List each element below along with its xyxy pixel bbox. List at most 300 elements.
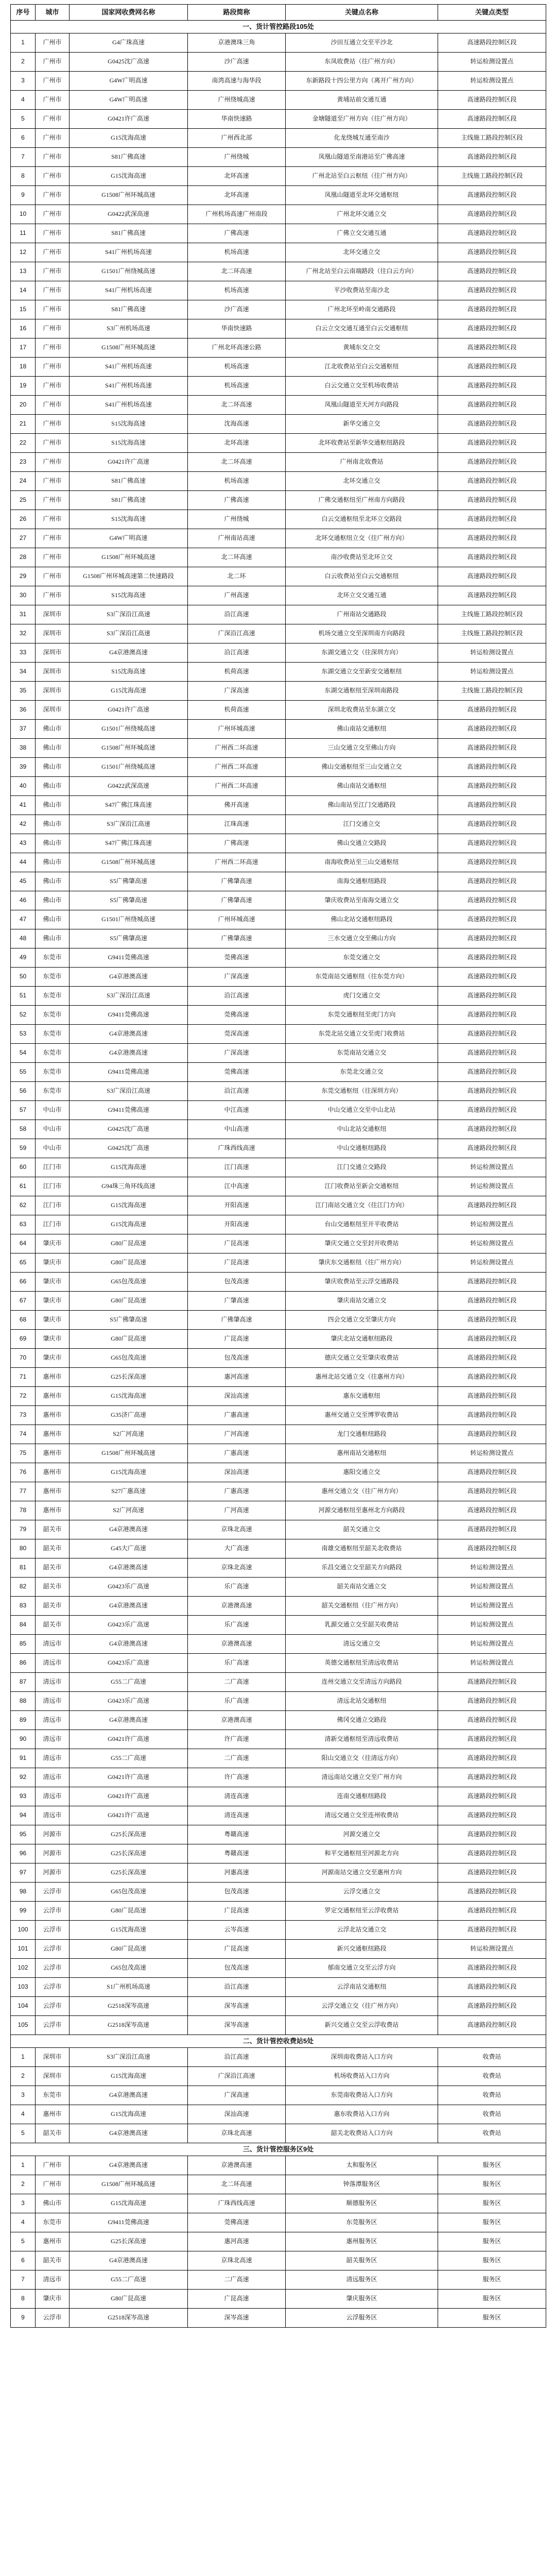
cell-key-point: 江门收费站至新会交通枢纽 — [286, 1177, 438, 1196]
table-row — [11, 1520, 546, 1539]
cell-city: 广州市 — [36, 491, 70, 510]
cell-index: 82 — [11, 1578, 36, 1597]
cell-point-type: 高速路段控制区段 — [438, 358, 546, 377]
cell-point-type: 高速路段控制区段 — [438, 1387, 546, 1406]
cell-city: 惠州市 — [36, 1463, 70, 1482]
cell-key-point: 广佛交通枢纽至广州南方向路段 — [286, 491, 438, 510]
cell-city: 广州市 — [36, 472, 70, 491]
cell-index: 66 — [11, 1273, 36, 1292]
table-row — [11, 1940, 546, 1959]
cell-road-section: 华南快速路 — [188, 110, 286, 129]
table-row — [11, 1997, 546, 2016]
cell-expressway: G1501广州绕城高速 — [70, 758, 188, 777]
cell-expressway: G80广昆高速 — [70, 1330, 188, 1349]
cell-index: 58 — [11, 1120, 36, 1139]
cell-point-type: 转运检测设置点 — [438, 1253, 546, 1273]
cell-index: 4 — [11, 91, 36, 110]
table-row — [11, 1406, 546, 1425]
cell-key-point: 江门交通立交 — [286, 815, 438, 834]
cell-index: 3 — [11, 2194, 36, 2213]
cell-city: 清远市 — [36, 1711, 70, 1730]
cell-expressway: S81广佛高速 — [70, 148, 188, 167]
table-row — [11, 2213, 546, 2232]
cell-point-type: 高速路段控制区段 — [438, 1539, 546, 1558]
cell-point-type: 高速路段控制区段 — [438, 929, 546, 948]
cell-expressway: S15沈海高速 — [70, 415, 188, 434]
cell-road-section: 京港澳高速 — [188, 1635, 286, 1654]
cell-index: 55 — [11, 1063, 36, 1082]
table-row — [11, 1177, 546, 1196]
cell-index: 88 — [11, 1692, 36, 1711]
cell-key-point: 机场交通立交至深圳南方向路段 — [286, 624, 438, 643]
cell-key-point: 东湖交通立交至新安交通枢纽 — [286, 663, 438, 682]
cell-city: 江门市 — [36, 1158, 70, 1177]
cell-index: 3 — [11, 2086, 36, 2105]
cell-index: 47 — [11, 910, 36, 929]
cell-expressway: G35济广高速 — [70, 1406, 188, 1425]
cell-index: 67 — [11, 1292, 36, 1311]
cell-expressway: G4京港澳高速 — [70, 1711, 188, 1730]
table-row — [11, 1863, 546, 1883]
cell-road-section: 北二环高速 — [188, 548, 286, 567]
cell-index: 2 — [11, 2067, 36, 2086]
column-header-point-type: 关键点类型 — [438, 5, 546, 21]
cell-expressway: G9411莞佛高速 — [70, 1063, 188, 1082]
cell-point-type: 高速路段控制区段 — [438, 968, 546, 987]
cell-expressway: G4京港澳高速 — [70, 1558, 188, 1578]
cell-road-section: 沙广高速 — [188, 300, 286, 319]
cell-index: 34 — [11, 663, 36, 682]
cell-road-section: 广昆高速 — [188, 2290, 286, 2309]
cell-road-section: 北二环高速 — [188, 2175, 286, 2194]
cell-city: 深圳市 — [36, 643, 70, 663]
cell-city: 广州市 — [36, 110, 70, 129]
cell-road-section: 广深高速 — [188, 968, 286, 987]
section-title: 三、货计管控服务区9处 — [11, 2143, 546, 2156]
table-row — [11, 872, 546, 891]
cell-point-type: 高速路段控制区段 — [438, 91, 546, 110]
cell-index: 2 — [11, 2175, 36, 2194]
cell-point-type: 主线施工路段控制区段 — [438, 605, 546, 624]
cell-key-point: 东莞南站交通枢纽（往东莞方向） — [286, 968, 438, 987]
cell-city: 深圳市 — [36, 605, 70, 624]
cell-key-point: 太和服务区 — [286, 2156, 438, 2175]
cell-key-point: 黄埔东交立交 — [286, 338, 438, 358]
table-row — [11, 1768, 546, 1787]
cell-expressway: S2广河高速 — [70, 1425, 188, 1444]
table-row — [11, 1921, 546, 1940]
cell-road-section: 广州西二环高速 — [188, 853, 286, 872]
cell-point-type: 高速路段控制区段 — [438, 1921, 546, 1940]
cell-city: 肇庆市 — [36, 1349, 70, 1368]
cell-road-section: 广昆高速 — [188, 1253, 286, 1273]
cell-road-section: 北二环高速 — [188, 396, 286, 415]
cell-key-point: 中山交通枢纽路段 — [286, 1139, 438, 1158]
column-header-road-section: 路段简称 — [188, 5, 286, 21]
cell-point-type: 转运检测设置点 — [438, 1215, 546, 1234]
cell-point-type: 高速路段控制区段 — [438, 319, 546, 338]
cell-point-type: 高速路段控制区段 — [438, 1292, 546, 1311]
cell-point-type: 高速路段控制区段 — [438, 815, 546, 834]
cell-key-point: 云浮南站交通枢纽 — [286, 1978, 438, 1997]
cell-index: 102 — [11, 1959, 36, 1978]
cell-index: 16 — [11, 319, 36, 338]
cell-road-section: 乐广高速 — [188, 1578, 286, 1597]
cell-index: 91 — [11, 1749, 36, 1768]
cell-key-point: 云浮北站交通立交 — [286, 1921, 438, 1940]
cell-road-section: 京港澳珠三角 — [188, 33, 286, 53]
cell-index: 13 — [11, 262, 36, 281]
cell-city: 韶关市 — [36, 1558, 70, 1578]
cell-point-type: 高速路段控制区段 — [438, 1749, 546, 1768]
cell-index: 72 — [11, 1387, 36, 1406]
cell-road-section: 北环高速 — [188, 434, 286, 453]
cell-expressway: G0422武深高速 — [70, 777, 188, 796]
table-row — [11, 682, 546, 701]
cell-road-section: 清连高速 — [188, 1806, 286, 1825]
cell-expressway: G9411莞佛高速 — [70, 948, 188, 968]
cell-index: 6 — [11, 129, 36, 148]
table-row — [11, 167, 546, 186]
cell-key-point: 河源南站交通立交至惠州方向 — [286, 1863, 438, 1883]
cell-city: 广州市 — [36, 243, 70, 262]
cell-city: 广州市 — [36, 319, 70, 338]
cell-point-type: 高速路段控制区段 — [438, 1959, 546, 1978]
cell-city: 广州市 — [36, 396, 70, 415]
cell-index: 39 — [11, 758, 36, 777]
cell-road-section: 二广高速 — [188, 2270, 286, 2290]
cell-road-section: 许广高速 — [188, 1730, 286, 1749]
cell-key-point: 平沙收费站至南沙北 — [286, 281, 438, 300]
cell-key-point: 广州南北收费站 — [286, 453, 438, 472]
cell-point-type: 高速路段控制区段 — [438, 1273, 546, 1292]
cell-city: 东莞市 — [36, 1044, 70, 1063]
cell-index: 81 — [11, 1558, 36, 1578]
cell-expressway: S2广河高速 — [70, 1501, 188, 1520]
cell-index: 69 — [11, 1330, 36, 1349]
cell-road-section: 广州西二环高速 — [188, 758, 286, 777]
table-row — [11, 796, 546, 815]
section-title: 二、货计管控收费站5处 — [11, 2035, 546, 2048]
cell-city: 广州市 — [36, 358, 70, 377]
table-row — [11, 1215, 546, 1234]
cell-point-type: 高速路段控制区段 — [438, 529, 546, 548]
table-row — [11, 1234, 546, 1253]
cell-expressway: G55二广高速 — [70, 1673, 188, 1692]
cell-index: 49 — [11, 948, 36, 968]
cell-point-type: 高速路段控制区段 — [438, 701, 546, 720]
cell-expressway: G4京港澳高速 — [70, 968, 188, 987]
cell-key-point: 佛山南站交通枢纽 — [286, 720, 438, 739]
cell-road-section: 机场高速 — [188, 358, 286, 377]
table-row — [11, 1253, 546, 1273]
cell-point-type: 高速路段控制区段 — [438, 1120, 546, 1139]
cell-city: 佛山市 — [36, 910, 70, 929]
cell-city: 广州市 — [36, 129, 70, 148]
cell-expressway: S81广佛高速 — [70, 472, 188, 491]
cell-expressway: G0423乐广高速 — [70, 1692, 188, 1711]
table-row — [11, 1368, 546, 1387]
cell-city: 云浮市 — [36, 1902, 70, 1921]
cell-expressway: G4京港澳高速 — [70, 1520, 188, 1539]
cell-point-type: 高速路段控制区段 — [438, 739, 546, 758]
cell-key-point: 北环交通立交 — [286, 472, 438, 491]
cell-road-section: 沿江高速 — [188, 987, 286, 1006]
cell-key-point: 肇庆交通立交至封开收费站 — [286, 1234, 438, 1253]
cell-point-type: 高速路段控制区段 — [438, 338, 546, 358]
cell-expressway: S41广州机场高速 — [70, 396, 188, 415]
cell-index: 101 — [11, 1940, 36, 1959]
cell-key-point: 深圳南收费站入口方向 — [286, 2048, 438, 2067]
cell-road-section: 包茂高速 — [188, 1883, 286, 1902]
cell-city: 云浮市 — [36, 1978, 70, 1997]
cell-index: 31 — [11, 605, 36, 624]
table-row — [11, 777, 546, 796]
cell-road-section: 深岑高速 — [188, 1997, 286, 2016]
cell-expressway: G4京港澳高速 — [70, 1635, 188, 1654]
cell-key-point: 北环交通立交 — [286, 243, 438, 262]
cell-index: 29 — [11, 567, 36, 586]
cell-expressway: G15沈海高速 — [70, 1215, 188, 1234]
cell-expressway: G0425沈广高速 — [70, 1139, 188, 1158]
cell-road-section: 沙广高速 — [188, 53, 286, 72]
cell-key-point: 韶关南站交通立交 — [286, 1578, 438, 1597]
cell-expressway: S15沈海高速 — [70, 586, 188, 605]
cell-point-type: 高速路段控制区段 — [438, 891, 546, 910]
cell-point-type: 高速路段控制区段 — [438, 1978, 546, 1997]
cell-expressway: G80广昆高速 — [70, 1253, 188, 1273]
cell-key-point: 东莞服务区 — [286, 2213, 438, 2232]
cell-road-section: 广珠西线高速 — [188, 1139, 286, 1158]
cell-key-point: 肇庆北站交通枢纽路段 — [286, 1330, 438, 1349]
cell-road-section: 包茂高速 — [188, 1349, 286, 1368]
cell-city: 广州市 — [36, 548, 70, 567]
cell-city: 东莞市 — [36, 948, 70, 968]
cell-key-point: 乐昌交通立交至韶关方向路段 — [286, 1558, 438, 1578]
cell-city: 广州市 — [36, 2175, 70, 2194]
cell-road-section: 广惠高速 — [188, 1444, 286, 1463]
cell-key-point: 佛山交通枢纽至三山交通立交 — [286, 758, 438, 777]
cell-key-point: 清远交通立交至连州收费站 — [286, 1806, 438, 1825]
table-row — [11, 1635, 546, 1654]
cell-expressway: G0423乐广高速 — [70, 1616, 188, 1635]
table-row — [11, 1825, 546, 1844]
cell-point-type: 高速路段控制区段 — [438, 377, 546, 396]
cell-index: 37 — [11, 720, 36, 739]
cell-key-point: 东新路段十四公里方向（离开广州方向） — [286, 72, 438, 91]
cell-key-point: 韶关交通立交 — [286, 1520, 438, 1539]
cell-road-section: 广深高速 — [188, 682, 286, 701]
cell-key-point: 肇庆南站交通立交 — [286, 1292, 438, 1311]
cell-index: 87 — [11, 1673, 36, 1692]
table-row — [11, 1539, 546, 1558]
cell-road-section: 广昆高速 — [188, 1330, 286, 1349]
cell-city: 广州市 — [36, 224, 70, 243]
cell-index: 79 — [11, 1520, 36, 1539]
cell-point-type: 收费站 — [438, 2124, 546, 2143]
cell-road-section: 广佛肇高速 — [188, 929, 286, 948]
section-title: 一、货计管控路段105处 — [11, 21, 546, 33]
cell-index: 2 — [11, 53, 36, 72]
cell-index: 3 — [11, 72, 36, 91]
cell-index: 74 — [11, 1425, 36, 1444]
table-row — [11, 53, 546, 72]
cell-key-point: 云浮交通立交（往广州方向） — [286, 1997, 438, 2016]
cell-point-type: 转运检测设置点 — [438, 1177, 546, 1196]
cell-road-section: 沈海高速 — [188, 415, 286, 434]
cell-expressway: G45大广高速 — [70, 1539, 188, 1558]
cell-city: 广州市 — [36, 91, 70, 110]
cell-index: 36 — [11, 701, 36, 720]
cell-road-section: 广肇高速 — [188, 1292, 286, 1311]
cell-road-section: 莞深高速 — [188, 1025, 286, 1044]
cell-key-point: 白云收费站至白云交通枢纽 — [286, 567, 438, 586]
cell-point-type: 高速路段控制区段 — [438, 1101, 546, 1120]
column-header-city: 城市 — [36, 5, 70, 21]
cell-expressway: S3广深沿江高速 — [70, 1082, 188, 1101]
cell-city: 云浮市 — [36, 1997, 70, 2016]
cell-key-point: 广州北环至岭南交通路段 — [286, 300, 438, 319]
cell-index: 24 — [11, 472, 36, 491]
cell-key-point: 佛山南站至江门交通路段 — [286, 796, 438, 815]
column-header-index: 序号 — [11, 5, 36, 21]
cell-point-type: 高速路段控制区段 — [438, 472, 546, 491]
cell-city: 惠州市 — [36, 1482, 70, 1501]
cell-index: 97 — [11, 1863, 36, 1883]
cell-city: 韶关市 — [36, 2124, 70, 2143]
cell-expressway: G0423乐广高速 — [70, 1578, 188, 1597]
table-row — [11, 1978, 546, 1997]
cell-index: 5 — [11, 2124, 36, 2143]
cell-index: 61 — [11, 1177, 36, 1196]
cell-index: 99 — [11, 1902, 36, 1921]
cell-key-point: 广州南站交通路段 — [286, 605, 438, 624]
cell-point-type: 主线施工路段控制区段 — [438, 129, 546, 148]
table-row — [11, 1902, 546, 1921]
cell-index: 84 — [11, 1616, 36, 1635]
table-row — [11, 948, 546, 968]
cell-expressway: S81广佛高速 — [70, 224, 188, 243]
table-row — [11, 1730, 546, 1749]
cell-expressway: S3广深沿江高速 — [70, 815, 188, 834]
cell-city: 江门市 — [36, 1196, 70, 1215]
cell-key-point: 肇庆收费站至南海交通立交 — [286, 891, 438, 910]
cell-city: 云浮市 — [36, 1921, 70, 1940]
cell-point-type: 高速路段控制区段 — [438, 434, 546, 453]
cell-expressway: S15沈海高速 — [70, 434, 188, 453]
cell-city: 清远市 — [36, 1730, 70, 1749]
cell-index: 54 — [11, 1044, 36, 1063]
cell-point-type: 高速路段控制区段 — [438, 1673, 546, 1692]
cell-road-section: 乐广高速 — [188, 1692, 286, 1711]
table-row — [11, 2290, 546, 2309]
table-row — [11, 758, 546, 777]
table-row — [11, 663, 546, 682]
cell-key-point: 化龙绕城互通至南沙 — [286, 129, 438, 148]
cell-point-type: 收费站 — [438, 2105, 546, 2124]
cell-expressway: G15沈海高速 — [70, 1463, 188, 1482]
cell-city: 广州市 — [36, 281, 70, 300]
cell-expressway: S41广州机场高速 — [70, 281, 188, 300]
cell-road-section: 深岑高速 — [188, 2309, 286, 2328]
cell-city: 广州市 — [36, 415, 70, 434]
cell-point-type: 高速路段控制区段 — [438, 396, 546, 415]
cell-index: 71 — [11, 1368, 36, 1387]
cell-point-type: 服务区 — [438, 2251, 546, 2270]
table-row — [11, 300, 546, 319]
cell-expressway: G15沈海高速 — [70, 167, 188, 186]
cell-index: 105 — [11, 2016, 36, 2035]
cell-key-point: 东莞南站交通立交 — [286, 1044, 438, 1063]
cell-index: 68 — [11, 1311, 36, 1330]
cell-city: 佛山市 — [36, 777, 70, 796]
cell-key-point: 东凤收费站（往广州方向） — [286, 53, 438, 72]
cell-key-point: 清远服务区 — [286, 2270, 438, 2290]
cell-expressway: S81广佛高速 — [70, 300, 188, 319]
cell-index: 6 — [11, 2251, 36, 2270]
cell-city: 佛山市 — [36, 758, 70, 777]
cell-city: 韶关市 — [36, 1539, 70, 1558]
cell-city: 广州市 — [36, 434, 70, 453]
table-row — [11, 586, 546, 605]
table-row — [11, 33, 546, 53]
cell-key-point: 河源交通立交 — [286, 1825, 438, 1844]
cell-key-point: 东莞北交通立交 — [286, 1063, 438, 1082]
cell-city: 河源市 — [36, 1825, 70, 1844]
cell-key-point: 连南交通枢纽路段 — [286, 1787, 438, 1806]
table-row — [11, 1044, 546, 1063]
cell-key-point: 乳源交通立交至韶关收费站 — [286, 1616, 438, 1635]
cell-point-type: 高速路段控制区段 — [438, 834, 546, 853]
table-row — [11, 1501, 546, 1520]
cell-point-type: 高速路段控制区段 — [438, 1711, 546, 1730]
cell-road-section: 广州绕城 — [188, 148, 286, 167]
table-row — [11, 262, 546, 281]
cell-road-section: 沿江高速 — [188, 605, 286, 624]
cell-city: 云浮市 — [36, 1883, 70, 1902]
cell-key-point: 南海收费站至三山交通枢纽 — [286, 853, 438, 872]
table-row — [11, 1787, 546, 1806]
cell-index: 75 — [11, 1444, 36, 1463]
cell-city: 广州市 — [36, 510, 70, 529]
cell-expressway: G0421许广高速 — [70, 1768, 188, 1787]
cell-index: 18 — [11, 358, 36, 377]
cell-point-type: 高速路段控制区段 — [438, 1482, 546, 1501]
cell-point-type: 主线施工路段控制区段 — [438, 624, 546, 643]
cell-expressway: G1508广州环城高速 — [70, 186, 188, 205]
cell-city: 佛山市 — [36, 834, 70, 853]
cell-point-type: 服务区 — [438, 2270, 546, 2290]
cell-city: 云浮市 — [36, 1959, 70, 1978]
cell-expressway: G94珠三角环线高速 — [70, 1177, 188, 1196]
cell-index: 89 — [11, 1711, 36, 1730]
cell-key-point: 肇庆东交通枢纽（往广州方向） — [286, 1253, 438, 1273]
cell-key-point: 广州北站至白云南端路段（往白云方向） — [286, 262, 438, 281]
cell-index: 32 — [11, 624, 36, 643]
cell-road-section: 广深高速 — [188, 1044, 286, 1063]
cell-index: 104 — [11, 1997, 36, 2016]
cell-key-point: 江北收费站至白云交通枢纽 — [286, 358, 438, 377]
cell-key-point: 北环交通枢纽立交（往广州方向） — [286, 529, 438, 548]
cell-expressway: G0421许广高速 — [70, 701, 188, 720]
cell-point-type: 高速路段控制区段 — [438, 1311, 546, 1330]
cell-key-point: 白云交通枢纽至北环立交路段 — [286, 510, 438, 529]
cell-index: 65 — [11, 1253, 36, 1273]
cell-city: 深圳市 — [36, 682, 70, 701]
cell-expressway: G1508广州环城高速 — [70, 338, 188, 358]
cell-road-section: 广昆高速 — [188, 1940, 286, 1959]
cell-expressway: S5广佛肇高速 — [70, 929, 188, 948]
